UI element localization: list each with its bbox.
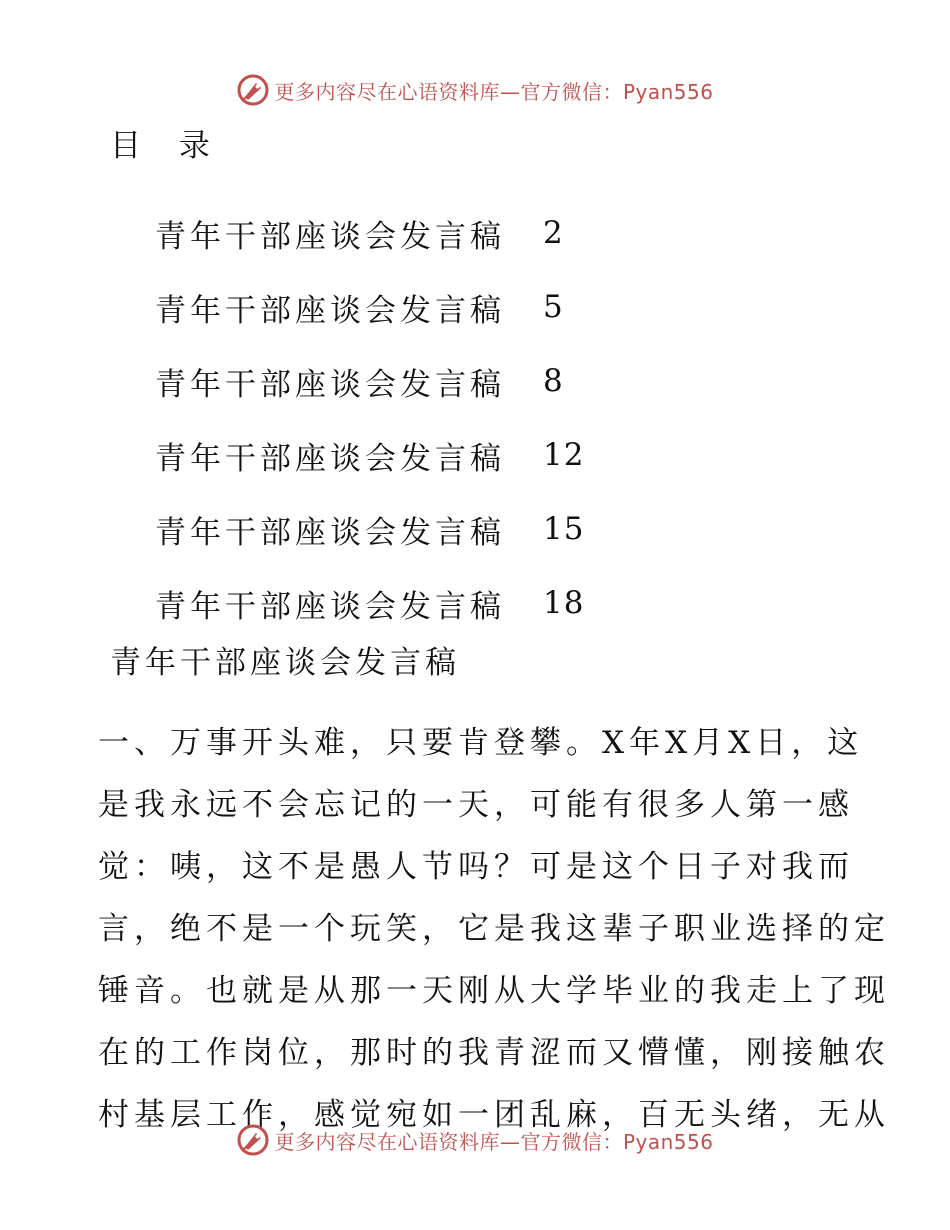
body-line: 在的工作岗位，那时的我青涩而又懵懂，刚接触农 — [98, 1035, 890, 1071]
toc-entry[interactable] — [155, 196, 584, 270]
pen-nib-logo-icon — [236, 1123, 270, 1157]
document-heading: 青年干部座谈会发言稿 — [110, 645, 460, 681]
toc-entry-page: 12 — [543, 437, 585, 473]
header-watermark — [0, 68, 950, 112]
watermark-text: 更多内容尽在心语资料库—官方微信：Pyan556 — [274, 79, 714, 104]
toc-entry-title: 青年干部座谈会发言稿 — [155, 588, 505, 625]
toc-entry-title: 青年干部座谈会发言稿 — [155, 218, 505, 255]
body-line: 觉：咦，这不是愚人节吗？可是这个日子对我而 — [98, 849, 854, 885]
toc-entry-title: 青年干部座谈会发言稿 — [155, 514, 505, 551]
toc-entry-title: 青年干部座谈会发言稿 — [155, 366, 505, 403]
body-paragraph — [98, 712, 890, 1146]
pen-nib-logo-icon — [236, 73, 270, 107]
body-line: 一、万事开头难，只要肯登攀。X年X月X日，这 — [98, 725, 864, 761]
toc-entry-title: 青年干部座谈会发言稿 — [155, 292, 505, 329]
body-line: 村基层工作，感觉宛如一团乱麻，百无头绪，无从 — [98, 1097, 890, 1133]
toc-entry[interactable] — [155, 344, 584, 418]
toc-entry-page: 18 — [543, 585, 585, 621]
watermark-text: 更多内容尽在心语资料库—官方微信：Pyan556 — [274, 1129, 714, 1154]
toc-entry-page: 15 — [543, 511, 585, 547]
toc-entry-page: 2 — [543, 215, 564, 251]
footer-watermark — [0, 1118, 950, 1162]
body-line: 言，绝不是一个玩笑，它是我这辈子职业选择的定 — [98, 911, 890, 947]
body-line: 是我永远不会忘记的一天，可能有很多人第一感 — [98, 787, 854, 823]
toc-entry-page: 8 — [543, 363, 564, 399]
toc-entry[interactable] — [155, 270, 584, 344]
table-of-contents — [155, 196, 584, 640]
body-line: 锤音。也就是从那一天刚从大学毕业的我走上了现 — [98, 973, 890, 1009]
toc-entry[interactable] — [155, 492, 584, 566]
toc-entry-page: 5 — [543, 289, 564, 325]
toc-entry-title: 青年干部座谈会发言稿 — [155, 440, 505, 477]
toc-entry[interactable] — [155, 418, 584, 492]
toc-entry[interactable] — [155, 566, 584, 640]
toc-title: 目 录 — [110, 128, 224, 164]
